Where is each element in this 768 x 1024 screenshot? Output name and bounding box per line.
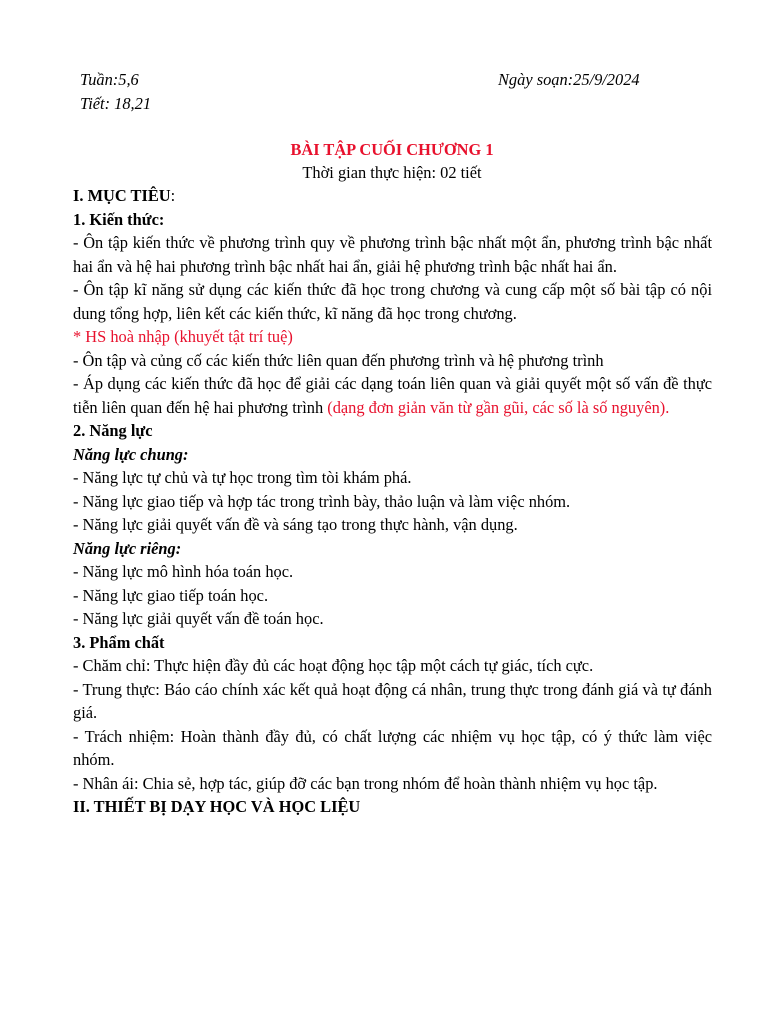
inclusive-item-text: - Áp dụng các kiến thức đã học để giải các dạng toán liên quan và giải quyết một số vấn đề thực tiễn liên quan đến hệ hai phương trình — [73, 374, 712, 417]
equipment-heading: II. THIẾT BỊ DẠY HỌC VÀ HỌC LIỆU — [73, 797, 361, 816]
general-competence-item: - Năng lực tự chủ và tự học trong tìm tòi khám phá. — [73, 468, 412, 487]
quality-item: - Trách nhiệm: Hoàn thành đầy đủ, có chất lượng các nhiệm vụ học tập, có ý thức làm việc nhóm. — [73, 726, 712, 769]
header-meta — [80, 68, 656, 115]
quality-item: - Nhân ái: Chia sẻ, hợp tác, giúp đỡ các bạn trong nhóm để hoàn thành nhiệm vụ học tập. — [73, 773, 658, 793]
specific-competence-item: - Năng lực giải quyết vấn đề toán học. — [73, 609, 324, 628]
document-body — [73, 184, 712, 819]
knowledge-item: - Ôn tập kĩ năng sử dụng các kiến thức đã học trong chương và cung cấp một số bài tập có nội dung tổng hợp, liên kết các kiến thức, kĩ năng đã học trong chương. — [73, 280, 712, 323]
document-title: BÀI TẬP CUỐI CHƯƠNG 1 — [290, 140, 494, 159]
general-competence-heading: Năng lực chung: — [73, 444, 189, 464]
knowledge-heading: 1. Kiến thức: — [73, 209, 165, 229]
inclusive-item — [73, 372, 712, 419]
objectives-heading-colon: : — [170, 186, 176, 205]
objectives-heading: I. MỤC TIÊU — [73, 186, 171, 205]
general-competence-item: - Năng lực giao tiếp và hợp tác trong trình bày, thảo luận và làm việc nhóm. — [73, 491, 571, 511]
duration-text: Thời gian thực hiện: 02 tiết — [302, 163, 482, 182]
inclusive-heading: * HS hoà nhập (khuyết tật trí tuệ) — [73, 327, 293, 346]
inclusive-item: - Ôn tập và củng cố các kiến thức liên quan đến phương trình và hệ phương trình — [73, 350, 604, 370]
competence-heading: 2. Năng lực — [73, 421, 153, 440]
section-heading-objectives — [73, 184, 712, 208]
specific-competence-heading: Năng lực riêng: — [73, 538, 182, 558]
specific-competence-item: - Năng lực giao tiếp toán học. — [73, 585, 269, 605]
qualities-heading: 3. Phẩm chất — [73, 632, 165, 652]
date-label: Ngày soạn:25/9/2024 — [498, 70, 640, 89]
general-competence-item: - Năng lực giải quyết vấn đề và sáng tạo trong thực hành, vận dụng. — [73, 515, 518, 534]
quality-item: - Chăm chỉ: Thực hiện đầy đủ các hoạt động học tập một cách tự giác, tích cực. — [73, 656, 594, 675]
knowledge-item: - Ôn tập kiến thức về phương trình quy về phương trình bậc nhất một ẩn, phương trình bậc nhất hai ẩn và hệ hai phương trình bậc nhất hai ẩn, giải hệ phương trình bậc nhất hai ẩn. — [73, 233, 712, 276]
inclusive-item-note: (dạng đơn giản văn từ gần gũi, các số là số nguyên). — [327, 397, 670, 417]
specific-competence-item: - Năng lực mô hình hóa toán học. — [73, 562, 294, 581]
week-label: Tuần:5,6 — [80, 70, 139, 89]
quality-item: - Trung thực: Báo cáo chính xác kết quả hoạt động cá nhân, trung thực trong đánh giá và tự đánh giá. — [73, 679, 712, 722]
lessons-label: Tiết: 18,21 — [80, 93, 152, 113]
